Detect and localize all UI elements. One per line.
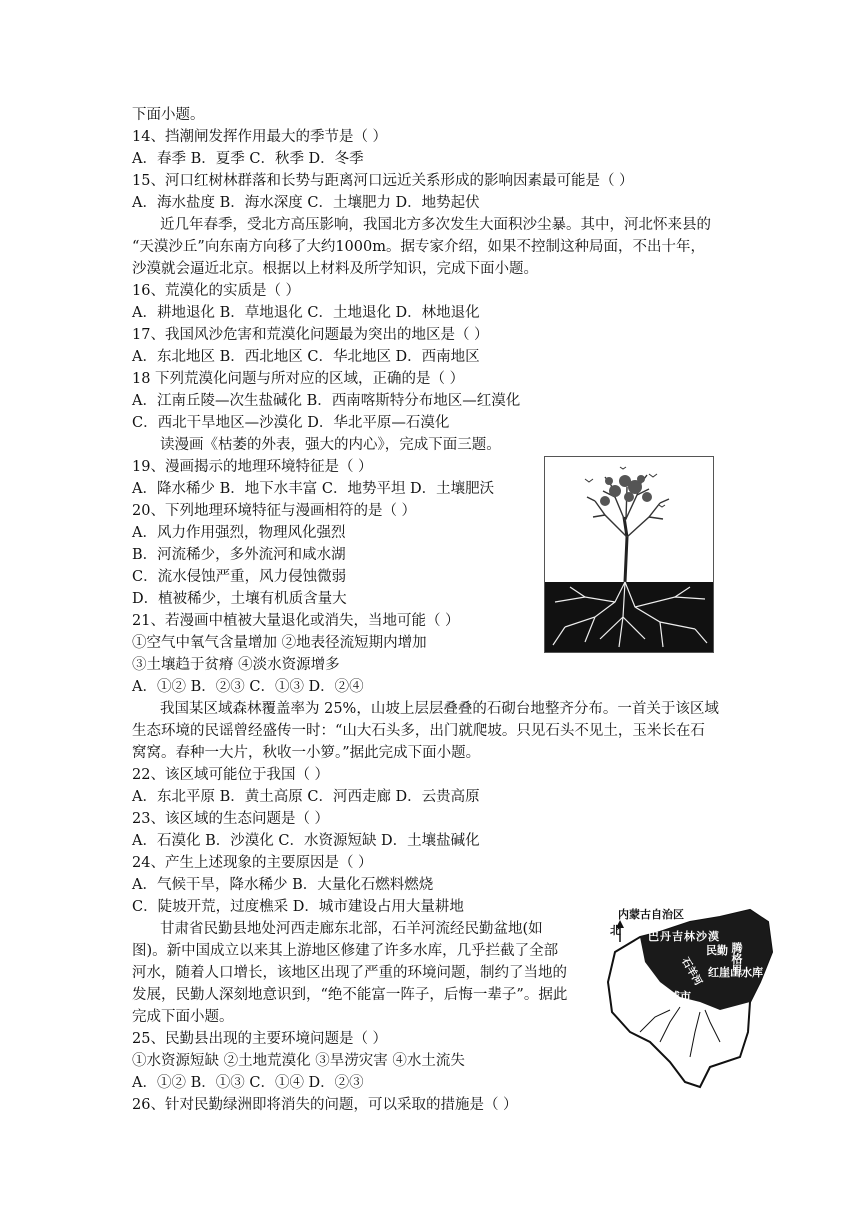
text-line-l14: A．江南丘陵—次生盐碱化 B．西南喀斯特分布地区—红漠化 — [132, 393, 521, 409]
text-line-l08: 沙漠就会逼近北京。根据以上材料及所学知识，完成下面小题。 — [132, 261, 538, 277]
text-line-l13: 18 下列荒漠化问题与所对应的区域，正确的是（ ） — [132, 371, 465, 387]
map-label-river: 石羊河 — [679, 956, 704, 988]
text-line-l16: 读漫画《枯萎的外表，强大的内心》，完成下面三题。 — [160, 437, 501, 453]
map-label-wuwei: 武威市 — [658, 990, 691, 1003]
text-line-l38: 甘肃省民勤县地处河西走廊东北部，石羊河流经民勤盆地(如 — [160, 921, 543, 937]
text-line-l12: A．东北地区 B．西北地区 C．华北地区 D．西南地区 — [132, 349, 480, 365]
map-label-tengger: 腾格里 — [730, 942, 743, 975]
text-line-l36: A．气候干旱，降水稀少 B．大量化石燃料燃烧 — [132, 877, 434, 893]
text-line-l43: 25、民勤县出现的主要环境问题是（ ） — [132, 1031, 388, 1047]
text-line-l06: 近几年春季，受北方高压影响，我国北方多次发生大面积沙尘暴。其中，河北怀来县的 — [160, 217, 711, 233]
map-label-minqin: 民勤 — [706, 944, 728, 957]
text-line-l33: 23、该区域的生态问题是（ ） — [132, 811, 330, 827]
text-line-l09: 16、荒漠化的实质是（ ） — [132, 283, 301, 299]
text-line-l04: 15、河口红树林群落和长势与距离河口远近关系形成的影响因素最可能是（ ） — [132, 173, 634, 189]
text-line-l01: 下面小题。 — [132, 107, 205, 123]
cartoon-withered-tree — [544, 456, 714, 653]
text-line-l24: 21、若漫画中植被大量退化或消失，当地可能（ ） — [132, 613, 460, 629]
text-line-l22: C．流水侵蚀严重，风力侵蚀微弱 — [132, 569, 347, 585]
text-line-l15: C．西北干旱地区—沙漠化 D．华北平原—石漠化 — [132, 415, 450, 431]
text-line-l34: A．石漠化 B．沙漠化 C．水资源短缺 D．土壤盐碱化 — [132, 833, 480, 849]
text-line-l30: 窝窝。春种一大片，秋收一小箩。”据此完成下面小题。 — [132, 745, 481, 761]
text-line-l41: 发展，民勤人深刻地意识到，“绝不能富一阵子，后悔一辈子”。据此 — [132, 987, 568, 1003]
text-line-l27: A．①② B．②③ C．①③ D．②④ — [132, 679, 364, 695]
map-label-reservoir: 红崖山水库 — [708, 966, 763, 979]
text-line-l05: A．海水盐度 B．海水深度 C．土壤肥力 D．地势起伏 — [132, 195, 480, 211]
text-line-l39: 图)。新中国成立以来其上游地区修建了许多水库，几乎拦截了全部 — [132, 943, 559, 959]
minqin-map — [600, 892, 780, 1092]
text-line-l42: 完成下面小题。 — [132, 1009, 234, 1025]
text-line-l11: 17、我国风沙危害和荒漠化问题最为突出的地区是（ ） — [132, 327, 489, 343]
text-line-l32: A．东北平原 B．黄土高原 C．河西走廊 D．云贵高原 — [132, 789, 480, 805]
text-line-l37: C．陡坡开荒，过度樵采 D．城市建设占用大量耕地 — [132, 899, 464, 915]
text-line-l44: ①水资源短缺 ②土地荒漠化 ③旱涝灾害 ④水土流失 — [132, 1053, 465, 1069]
text-line-l46: 26、针对民勤绿洲即将消失的问题，可以采取的措施是（ ） — [132, 1097, 518, 1113]
text-line-l40: 河水，随着人口增长，该地区出现了严重的环境问题，制约了当地的 — [132, 965, 567, 981]
text-line-l07: “天漠沙丘”向东南方向移了大约1000m。据专家介绍，如果不控制这种局面，不出十年， — [132, 239, 705, 255]
text-line-l31: 22、该区域可能位于我国（ ） — [132, 767, 330, 783]
text-line-l19: 20、下列地理环境特征与漫画相符的是（ ） — [132, 503, 417, 519]
text-line-l03: A．春季 B．夏季 C．秋季 D．冬季 — [132, 151, 364, 167]
text-line-l02: 14、挡潮闸发挥作用最大的季节是（ ） — [132, 129, 388, 145]
map-label-inner-mongolia: 内蒙古自治区 — [618, 908, 684, 921]
text-line-l23: D．植被稀少，土壤有机质含量大 — [132, 591, 347, 607]
text-line-l18: A．降水稀少 B．地下水丰富 C．地势平坦 D．土壤肥沃 — [132, 481, 495, 497]
text-line-l28: 我国某区域森林覆盖率为 25%，山坡上层层叠叠的石砌台地整齐分布。一首关于该区域 — [160, 701, 719, 717]
text-line-l21: B．河流稀少，多外流河和咸水湖 — [132, 547, 346, 563]
text-line-l25: ①空气中氧气含量增加 ②地表径流短期内增加 — [132, 635, 427, 651]
text-line-l45: A．①② B．①③ C．①④ D．②③ — [132, 1075, 364, 1091]
text-line-l17: 19、漫画揭示的地理环境特征是（ ） — [132, 459, 373, 475]
text-line-l26: ③土壤趋于贫瘠 ④淡水资源增多 — [132, 657, 340, 673]
text-line-l29: 生态环境的民谣曾经盛传一时：“山大石头多，出门就爬坡。只见石头不见土，玉米长在石 — [132, 723, 705, 739]
text-line-l35: 24、产生上述现象的主要原因是（ ） — [132, 855, 373, 871]
text-line-l10: A．耕地退化 B．草地退化 C．土地退化 D．林地退化 — [132, 305, 480, 321]
map-label-badain: 巴丹吉林沙漠 — [648, 930, 720, 943]
text-line-l20: A．风力作用强烈，物理风化强烈 — [132, 525, 346, 541]
map-label-north: 北 — [610, 924, 621, 937]
